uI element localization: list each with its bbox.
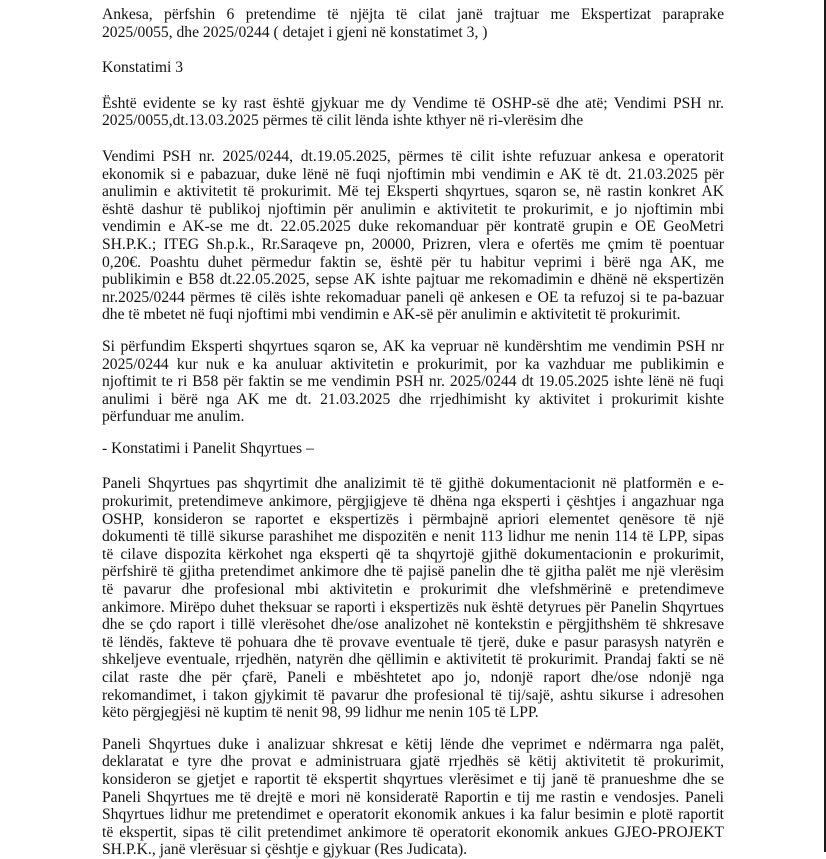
paragraph-vendimi-psh	[102, 148, 724, 324]
text-line: anulimi i bërë nga AK me dt. 21.03.2025 dhe rrjedhimisht ky aktivitet i prokurimit kishte	[102, 390, 724, 408]
text-line: cilat raste dhe për çfarë, Paneli e mbështetet apo jo, ndonjë raport dhe/ose ndonjë nga	[102, 669, 724, 686]
text-line: anulimin e aktivitetit të prokurimit. Më tej Eksperti shqyrtues, sqaron se, në rastin konkret AK	[102, 183, 724, 201]
text-line: Paneli Shqyrtues duke i analizuar shkresat e këtij lënde dhe veprimet e ndërmarra nga palët,	[102, 735, 724, 753]
paragraph-paneli-pas-shqyrtimit	[102, 475, 724, 721]
text-line: Shqyrtues lidhur me pretendimet e operatorit ekonomik ankues i ka falur besimin e plotë raportit	[102, 806, 724, 824]
text-line: përfunduar me anulim.	[102, 408, 245, 426]
paragraph-ankesa	[102, 6, 724, 41]
text-line: Paneli Shqyrtues pas shqyrtimit dhe analizimit të të gjithë dokumentacionit në platformën e e-	[102, 475, 724, 493]
text-line: Konstatimi 3	[102, 59, 183, 77]
paragraph-evidente	[102, 95, 724, 130]
text-line: deklaratat e tyre dhe provat e administruara gjatë rrjedhës së këtij aktivitetit të prokurimit,	[102, 753, 724, 771]
text-line: Si përfundim Eksperti shqyrtues sqaron se, AK ka vepruar në kundërshtim me vendimin PSH nr	[102, 337, 724, 355]
text-line: 0,20€. Poashtu duhet përmedur faktin se, është për tu habitur veprimi i bërë nga AK, me	[102, 253, 724, 271]
text-line: vendimin e AK-se me dt. 22.05.2025 duke rekomanduar për kontratë grupin e OE GeoMetri	[102, 218, 724, 236]
text-line: Paneli Shqyrtues me të drejtë e mori në konsideratë Raportin e tij me rastin e vendosjes. Paneli	[102, 788, 724, 806]
text-line: të pavarur dhe profesional mbi aktivitetin e prokurimit dhe vlefshmërinë e pretendimeve	[102, 581, 724, 599]
text-line: përfshirë të gjitha pretendimet ankimore dhe të pajisë panelin dhe të gjitha palët me një vlerësim	[102, 563, 724, 581]
document-page	[102, 6, 724, 859]
text-line: konsideron se gjetjet e raportit të ekspertit shqyrtues vlerësimet e tij janë të pranueshme dhe se	[102, 770, 724, 788]
heading-konstatimi-panelit	[102, 440, 724, 458]
text-line: 2025/0055, dhe 2025/0244 ( detajet i gjeni në konstatimet 3, )	[102, 23, 488, 41]
text-line: është dashur të publikoj njoftimin për anulimin e aktivitetit te prokurimit, e jo njoftimin mbi	[102, 200, 724, 218]
text-line: të lëndës, fakteve të pohuara dhe të provave eventuale të tjerë, duke e pasur parasysh natyrën e	[102, 633, 724, 651]
text-line: këto përgjegjësi në kuptim të nenit 98, 99 lidhur me nenin 105 të LPP.	[102, 704, 539, 722]
text-line: 2025/0055,dt.13.03.2025 përmes të cilit lënda ishte kthyer në ri-vlerësim dhe	[102, 112, 584, 130]
text-line: dhe të mbetet në fuqi njoftimi mbi vendimin e AK-së për anulimin e aktivitetit të prokurimit.	[102, 306, 681, 324]
text-line: publikimin e B58 dt.22.05.2025, sepse AK ishte pajtuar me rekomadimin e dhënë në ekspertizën	[102, 271, 724, 289]
heading-konstatimi-3	[102, 59, 724, 77]
text-line: njoftimit te ri B58 për faktin se me vendimin PSH nr. 2025/0244 dt 19.05.2025 ishte lënë në fuqi	[102, 373, 724, 391]
paragraph-paneli-duke-analizuar	[102, 736, 724, 859]
text-line: prokurimit, pretendimeve ankimore, përgjigjeve të dhëna nga eksperti i çështjes i angazhuar nga	[102, 493, 724, 511]
text-line: të ekspertit, sipas të cilit pretendimet ankimore të operatorit ekonomik ankues GJEO-PROJEKT	[102, 823, 724, 841]
text-line: Ankesa, përfshin 6 pretendime të njëjta të cilat janë trajtuar me Ekspertizat paraprake	[102, 6, 724, 23]
text-line: nr.2025/0244 përmes të cilës ishte rekomaduar paneli që ankesen e OE ta refuzoj si te pa-bazuar	[102, 288, 724, 306]
text-line: - Konstatimi i Panelit Shqyrtues –	[102, 439, 314, 457]
text-line: SH.P.K., janë vlerësuar si çështje e gjykuar (Res Judicata).	[102, 841, 468, 859]
text-line: ankimore. Mirëpo duhet theksuar se raporti i ekspertizës nuk është detyrues për Panelin Shqyrtues	[102, 598, 724, 616]
text-line: ekonomik si e pabazuar, duke lënë në fuqi njoftimin mbi vendimin e AK të dt. 21.03.2025 për	[102, 165, 724, 183]
text-line: dhe se çdo raport i tillë vlerësohet dhe/ose analizohet në kontekstin e përgjithshëm të shkresave	[102, 616, 724, 634]
paragraph-si-perfundim	[102, 338, 724, 426]
text-line: dokumenti të tillë sikurse parashihet me dispozitën e nenit 113 lidhur me nenin 114 të LPP, sipas	[102, 528, 724, 546]
text-line: rekomandimet, i takon gjykimit të pavarur dhe profesional të tij/sajë, ashtu sikurse i adresohen	[102, 686, 724, 704]
text-line: shkeljeve eventuale, rrjedhën, natyrën dhe qëllimin e aktivitetit të prokurimit. Prandaj fakti se në	[102, 651, 724, 669]
text-line: 2025/0244 kur nuk e ka anuluar aktivitetin e prokurimit, por ka vazhduar me publikimin e	[102, 355, 724, 373]
text-line: Është evidente se ky rast është gjykuar me dy Vendime të OSHP-së dhe atë; Vendimi PSH nr.	[102, 94, 724, 112]
text-line: OSHP, konsideron se raportet e ekspertizës i përmbajnë apriori elementet qenësore të një	[102, 510, 724, 528]
text-line: të cilave dispozita kërkohet nga eksperti që ta shqyrtojë gjithë dokumentacionin e prokurimit,	[102, 545, 724, 563]
text-line: Vendimi PSH nr. 2025/0244, dt.19.05.2025, përmes të cilit ishte refuzuar ankesa e operatorit	[102, 147, 724, 165]
text-line: SH.P.K.; ITEG Sh.p.k., Rr.Saraqeve pn, 20000, Prizren, vlera e ofertës me çmim të poentuar	[102, 235, 724, 253]
